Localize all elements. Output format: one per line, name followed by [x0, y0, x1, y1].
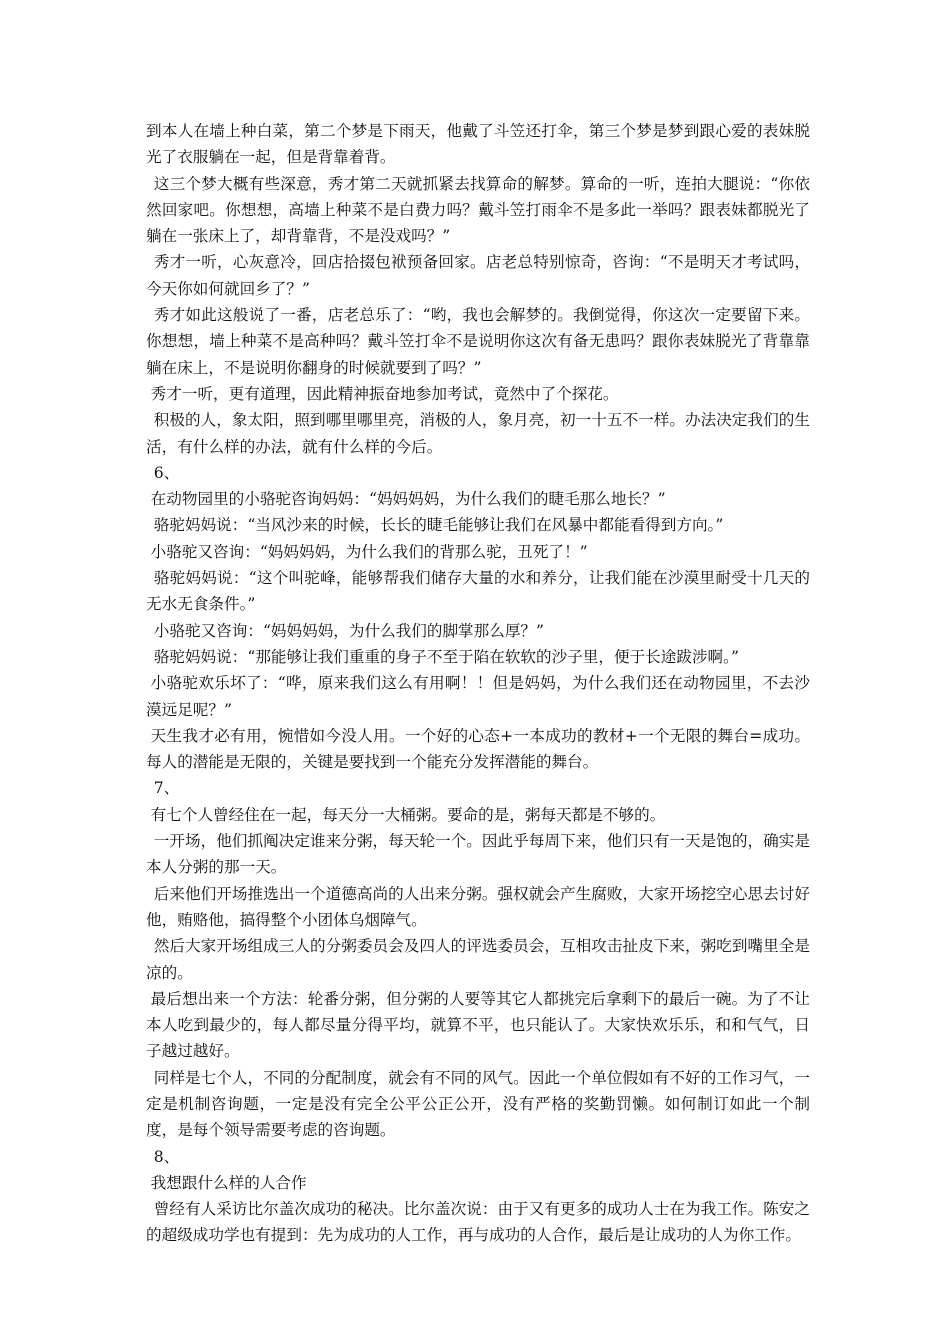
paragraph: 同样是七个人，不同的分配制度，就会有不同的风气。因此一个单位假如有不好的工作习气，一定是机制咨询题，一定是没有完全公平公正公开，没有严格的奖勤罚懒。如何制订如此一个制度，是每个领导需要考虑的咨询题。 [146, 1068, 810, 1140]
paragraph: 有七个人曾经住在一起，每天分一大桶粥。要命的是，粥每天都是不够的。 [150, 805, 666, 824]
paragraph: 然后大家开场组成三人的分粥委员会及四人的评选委员会，互相攻击扯皮下来，粥吃到嘴里全是凉的。 [146, 937, 810, 982]
paragraph: 小骆驼欢乐坏了：“哗，原来我们这么有用啊！！但是妈妈，为什么我们还在动物园里，不去沙漠远足呢？” [146, 674, 810, 719]
paragraph: 骆驼妈妈说：“当风沙来的时候，长长的睫毛能够让我们在风暴中都能看得到方向。” [153, 516, 724, 535]
section-number: 6、 [153, 463, 180, 482]
paragraph: 骆驼妈妈说：“那能够让我们重重的身子不至于陷在软软的沙子里，便于长途跋涉啊。” [153, 647, 739, 666]
paragraph: 这三个梦大概有些深意，秀才第二天就抓紧去找算命的解梦。算命的一听，连拍大腿说：“你依然回家吧。你想想，高墙上种菜不是白费力吗？戴斗笠打雨伞不是多此一举吗？跟表妹都脱光了躺在一张床上了，却背靠背，不是没戏吗？” [146, 174, 810, 246]
paragraph: 秀才一听，更有道理，因此精神振奋地参加考试，竟然中了个探花。 [150, 384, 619, 403]
paragraph: 积极的人，象太阳，照到哪里哪里亮，消极的人，象月亮，初一十五不一样。办法决定我们的生活，有什么样的办法，就有什么样的今后。 [146, 411, 810, 456]
paragraph: 小骆驼又咨询：“妈妈妈妈，为什么我们的脚掌那么厚？” [153, 621, 544, 640]
paragraph: 秀才如此这般说了一番，店老总乐了：“哟，我也会解梦的。我倒觉得，你这次一定要留下来。你想想，墙上种菜不是高种吗？戴斗笠打伞不是说明你这次有备无患吗？跟你表妹脱光了背靠靠躺在床上，不是说明你翻身的时候就要到了吗？” [146, 306, 810, 377]
paragraph: 天生我才必有用，惋惜如今没人用。一个好的心态+一本成功的教材+一个无限的舞台=成功。每人的潜能是无限的，关键是要找到一个能充分发挥潜能的舞台。 [146, 726, 810, 772]
section-number: 7、 [153, 779, 180, 798]
section-number: 8、 [153, 1147, 180, 1166]
paragraph: 一开场，他们抓阄决定谁来分粥，每天轮一个。因此乎每周下来，他们只有一天是饱的，确实是本人分粥的那一天。 [146, 832, 810, 877]
paragraph: 到本人在墙上种白菜，第二个梦是下雨天，他戴了斗笠还打伞，第三个梦是梦到跟心爱的表妹脱光了衣服躺在一起，但是背靠着背。 [146, 122, 810, 167]
paragraph: 秀才一听，心灰意冷，回店拾掇包袱预备回家。店老总特别惊奇，咨询：“不是明天才考试吗，今天你如何就回乡了？” [146, 253, 810, 298]
paragraph: 最后想出来一个方法：轮番分粥，但分粥的人要等其它人都挑完后拿剩下的最后一碗。为了不让本人吃到最少的，每人都尽量分得平均，就算不平，也只能认了。大家快欢乐乐，和和气气，日子越过越好。 [146, 989, 810, 1061]
paragraph: 小骆驼又咨询：“妈妈妈妈，为什么我们的背那么驼，丑死了！” [150, 542, 588, 561]
paragraph: 在动物园里的小骆驼咨询妈妈：“妈妈妈妈，为什么我们的睫毛那么地长？” [150, 490, 666, 509]
document-page [146, 118, 810, 1249]
paragraph: 骆驼妈妈说：“这个叫驼峰，能够帮我们储存大量的水和养分，让我们能在沙漠里耐受十几天的无水无食条件。” [146, 569, 810, 614]
paragraph: 后来他们开场推选出一个道德高尚的人出来分粥。强权就会产生腐败，大家开场挖空心思去讨好他，贿赂他，搞得整个小团体乌烟障气。 [146, 884, 810, 929]
section-heading: 我想跟什么样的人合作 [150, 1173, 307, 1192]
paragraph: 曾经有人采访比尔盖次成功的秘决。比尔盖次说：由于又有更多的成功人士在为我工作。陈安之的超级成功学也有提到：先为成功的人工作，再与成功的人合作，最后是让成功的人为你工作。 [146, 1200, 810, 1245]
